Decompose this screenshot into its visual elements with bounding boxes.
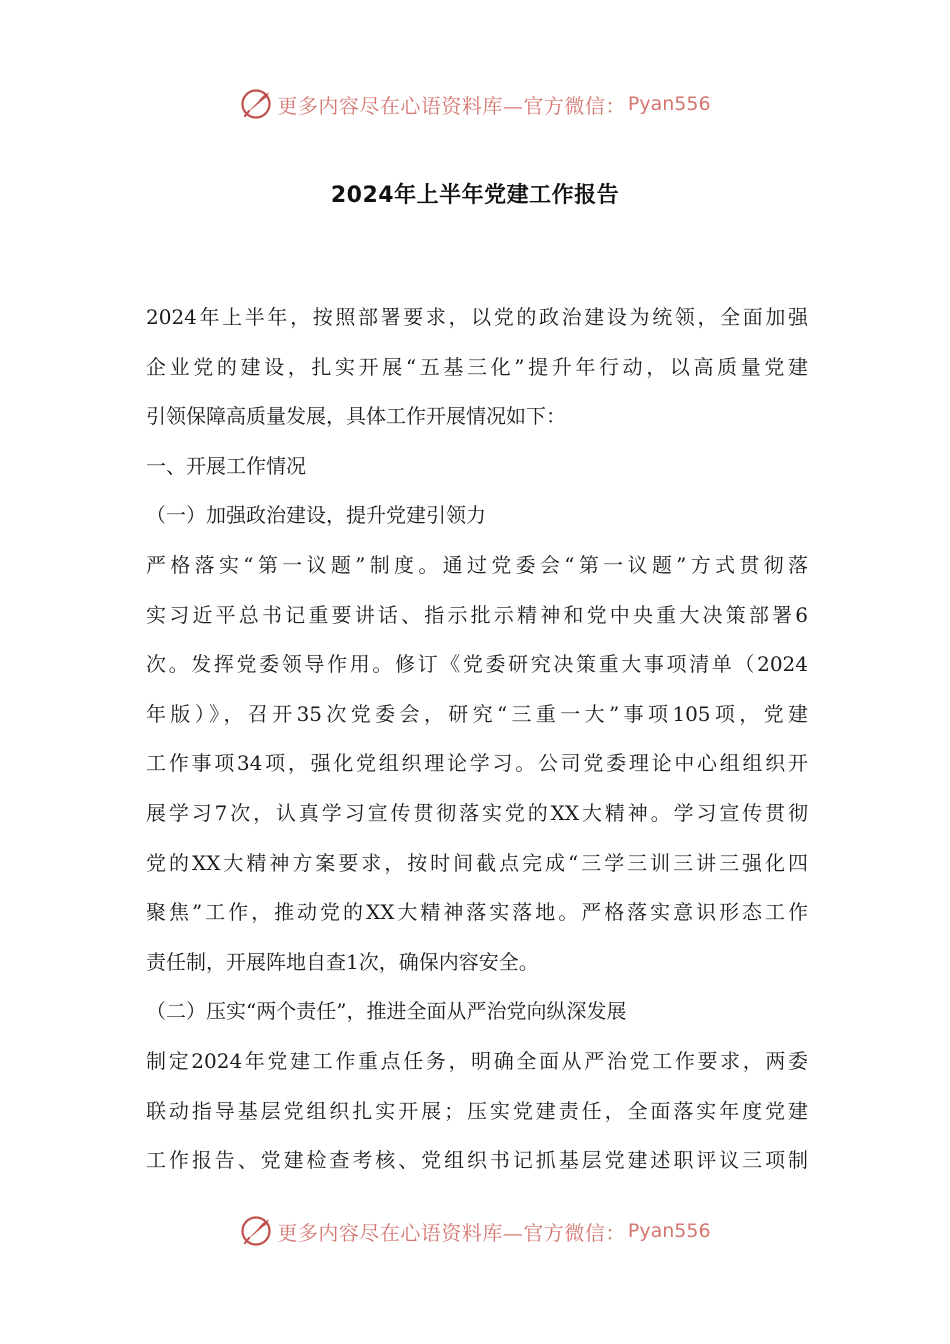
text-line: 次。发挥党委领导作用。修订《党委研究决策重大事项清单（2024 bbox=[146, 652, 808, 677]
document-body bbox=[146, 293, 808, 1186]
text-line: 年版）》，召开35次党委会，研究“三重一大”事项105项，党建 bbox=[146, 701, 808, 726]
text-line: 制定2024年党建工作重点任务，明确全面从严治党工作要求，两委 bbox=[146, 1048, 808, 1073]
text-line: 严格落实“第一议题”制度。通过党委会“第一议题”方式贯彻落 bbox=[146, 552, 808, 577]
watermark-text: 更多内容尽在心语资料库—官方微信： bbox=[277, 93, 626, 118]
section-heading: 一、开展工作情况 bbox=[146, 453, 306, 478]
text-line: 聚焦”工作，推动党的XX大精神落实落地。严格落实意识形态工作 bbox=[146, 900, 808, 925]
text-line: 企业党的建设，扎实开展“五基三化”提升年行动，以高质量党建 bbox=[146, 354, 808, 379]
text-line: 联动指导基层党组织扎实开展；压实党建责任，全面落实年度党建 bbox=[146, 1098, 808, 1123]
quill-logo-icon bbox=[239, 1214, 273, 1248]
document-title: 2024年上半年党建工作报告 bbox=[330, 183, 620, 208]
text-line: 工作报告、党建检查考核、党组织书记抓基层党建述职评议三项制 bbox=[146, 1148, 808, 1173]
watermark-wechat-id: Pyan556 bbox=[627, 93, 711, 115]
text-line: 展学习7次，认真学习宣传贯彻落实党的XX大精神。学习宣传贯彻 bbox=[146, 800, 808, 825]
text-line: 党的XX大精神方案要求，按时间截点完成“三学三训三讲三强化四 bbox=[146, 850, 808, 875]
text-line: 工作事项34项，强化党组织理论学习。公司党委理论中心组组织开 bbox=[146, 751, 808, 776]
footer-watermark bbox=[0, 1211, 950, 1251]
header-watermark bbox=[0, 84, 950, 124]
text-line: 2024年上半年，按照部署要求，以党的政治建设为统领，全面加强 bbox=[146, 305, 808, 329]
text-line: 实习近平总书记重要讲话、指示批示精神和党中央重大决策部署6 bbox=[146, 602, 808, 627]
text-line: 引领保障高质量发展，具体工作开展情况如下： bbox=[146, 404, 566, 429]
text-line: 责任制，开展阵地自查1次，确保内容安全。 bbox=[146, 949, 539, 974]
subsection-heading: （一）加强政治建设，提升党建引领力 bbox=[146, 503, 486, 528]
watermark-wechat-id: Pyan556 bbox=[627, 1220, 711, 1242]
watermark-text: 更多内容尽在心语资料库—官方微信： bbox=[277, 1220, 626, 1245]
subsection-heading: （二）压实“两个责任”，推进全面从严治党向纵深发展 bbox=[146, 999, 627, 1024]
quill-logo-icon bbox=[239, 87, 273, 121]
